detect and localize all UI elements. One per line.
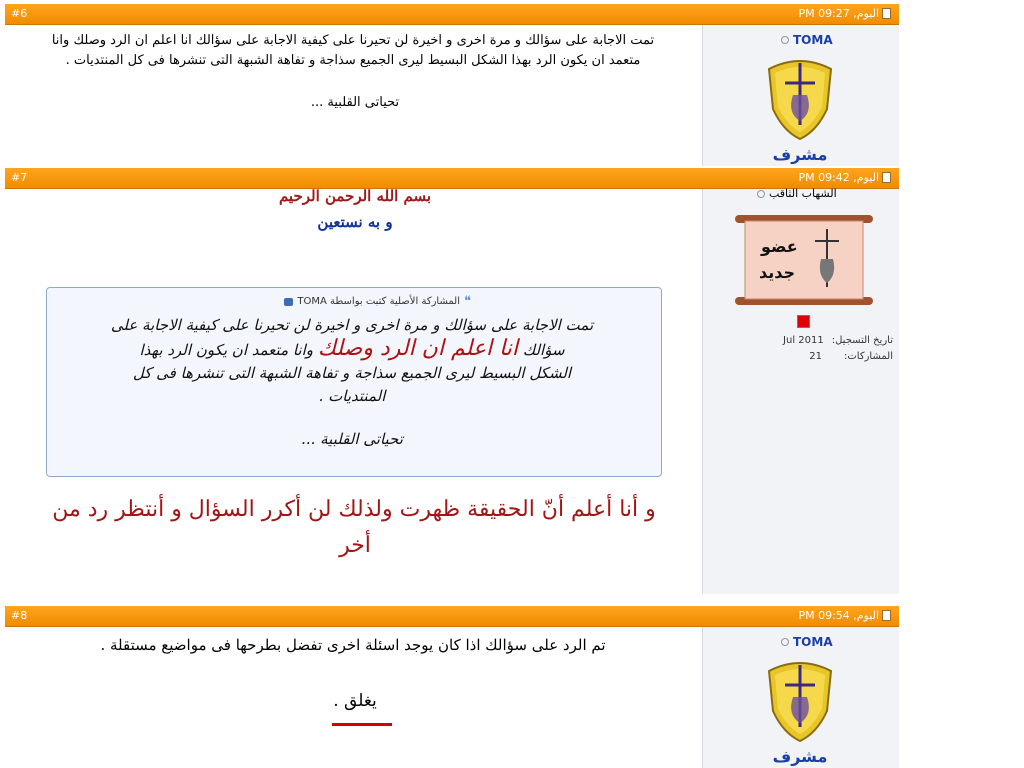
rank-image-text-1: عضو — [761, 237, 798, 256]
message-column — [5, 25, 701, 166]
post-header — [5, 606, 899, 627]
post-number-link[interactable]: #6 — [11, 7, 28, 20]
quote-line-2-pre: سؤالك — [522, 341, 565, 359]
post-header — [5, 4, 899, 25]
post-7 — [5, 168, 899, 594]
post-header — [5, 168, 899, 189]
user-info-column — [702, 25, 899, 166]
reputation-indicator — [797, 315, 810, 328]
new-member-scroll-icon — [731, 211, 877, 309]
registration-date-row — [783, 335, 893, 346]
quote-header-text: المشاركة الأصلية كتبت بواسطة TOMA — [297, 296, 460, 307]
post-6 — [5, 4, 899, 166]
username-link[interactable] — [781, 33, 833, 47]
reply-line-1: و أنا أعلم أنّ الحقيقة ظهرت ولذلك لن أكرر السؤال و أنتظر رد من — [52, 497, 656, 522]
document-icon — [882, 172, 891, 183]
post-count-label: المشاركات: — [844, 351, 893, 362]
offline-status-icon — [757, 190, 765, 198]
quote-body — [57, 314, 647, 451]
offline-status-icon — [781, 638, 789, 646]
moderator-shield-icon — [765, 55, 835, 141]
quote-header — [284, 294, 471, 309]
post-date — [798, 609, 891, 622]
quote-line-1: تمت الاجابة على سؤالك و مرة اخرى و اخيرة لن تحيرنا على كيفية الاجابة على — [110, 316, 594, 334]
username-text: الشهاب الثاقب — [769, 187, 837, 200]
post-8 — [5, 606, 899, 768]
moderator-shield-icon — [765, 657, 835, 743]
username-text: TOMA — [793, 33, 833, 47]
basmala-second-line: و به نستعين — [317, 213, 393, 231]
registration-label: تاريخ التسجيل: — [831, 335, 893, 346]
post-count-value: 21 — [809, 351, 822, 362]
post-date — [798, 171, 891, 184]
post-date-text: اليوم, 09:42 PM — [798, 171, 879, 184]
user-info-column — [702, 189, 899, 594]
rank-image-text-2: جديد — [759, 263, 796, 282]
message-line-1: تم الرد على سؤالك اذا كان يوجد اسئلة اخرى تفضل بطرحها فى مواضيع مستقلة . — [100, 636, 606, 654]
rank-label: مشرف — [772, 145, 828, 164]
post-date-text: اليوم, 09:54 PM — [798, 609, 879, 622]
quote-line-4: المنتديات . — [318, 387, 386, 405]
message-line-1: تمت الاجابة على سؤالك و مرة اخرى و اخيرة لن تحيرنا على كيفية الاجابة على سؤالك انا اعلم ان الرد وصلك وانا — [51, 33, 655, 48]
quote-marks-icon: ❝ — [464, 294, 471, 309]
post-date-text: اليوم, 09:27 PM — [798, 7, 879, 20]
quote-line-3: الشكل البسيط ليرى الجميع سذاجة و تفاهة الشبهة التى تنشرها فى كل — [132, 364, 572, 382]
post-date — [798, 7, 891, 20]
view-post-icon[interactable] — [284, 298, 293, 306]
message-column — [5, 189, 701, 594]
registration-value: Jul 2011 — [783, 335, 824, 346]
message-signoff: تحياتى القلبية ... — [310, 95, 400, 110]
basmala-line: بسم الله الرحمن الرحيم — [278, 187, 432, 205]
username-text: TOMA — [793, 635, 833, 649]
rank-label: مشرف — [772, 747, 828, 766]
post-number-link[interactable]: #7 — [11, 171, 28, 184]
post-number-link[interactable]: #8 — [11, 609, 28, 622]
quote-line-2-post: وانا متعمد ان يكون الرد بهذا — [139, 341, 314, 359]
reply-line-2: أخر — [339, 533, 371, 558]
quote-box — [46, 287, 662, 477]
red-underline — [332, 723, 392, 726]
quote-signoff: تحياتى القلبية ... — [301, 430, 403, 448]
document-icon — [882, 610, 891, 621]
message-column — [5, 627, 701, 768]
username-link[interactable] — [781, 635, 833, 649]
closed-notice: يغلق . — [333, 691, 377, 711]
document-icon — [882, 8, 891, 19]
quote-line-2 — [57, 337, 647, 362]
quote-highlight: انا اعلم ان الرد وصلك — [317, 336, 519, 361]
offline-status-icon — [781, 36, 789, 44]
message-line-2: متعمد ان يكون الرد بهذا الشكل البسيط ليرى الجميع سذاجة و تفاهة الشبهة التى تنشرها فى كل المنتديات . — [65, 53, 641, 68]
username-link[interactable] — [757, 187, 837, 200]
user-info-column — [702, 627, 899, 768]
post-count-row — [809, 351, 893, 362]
